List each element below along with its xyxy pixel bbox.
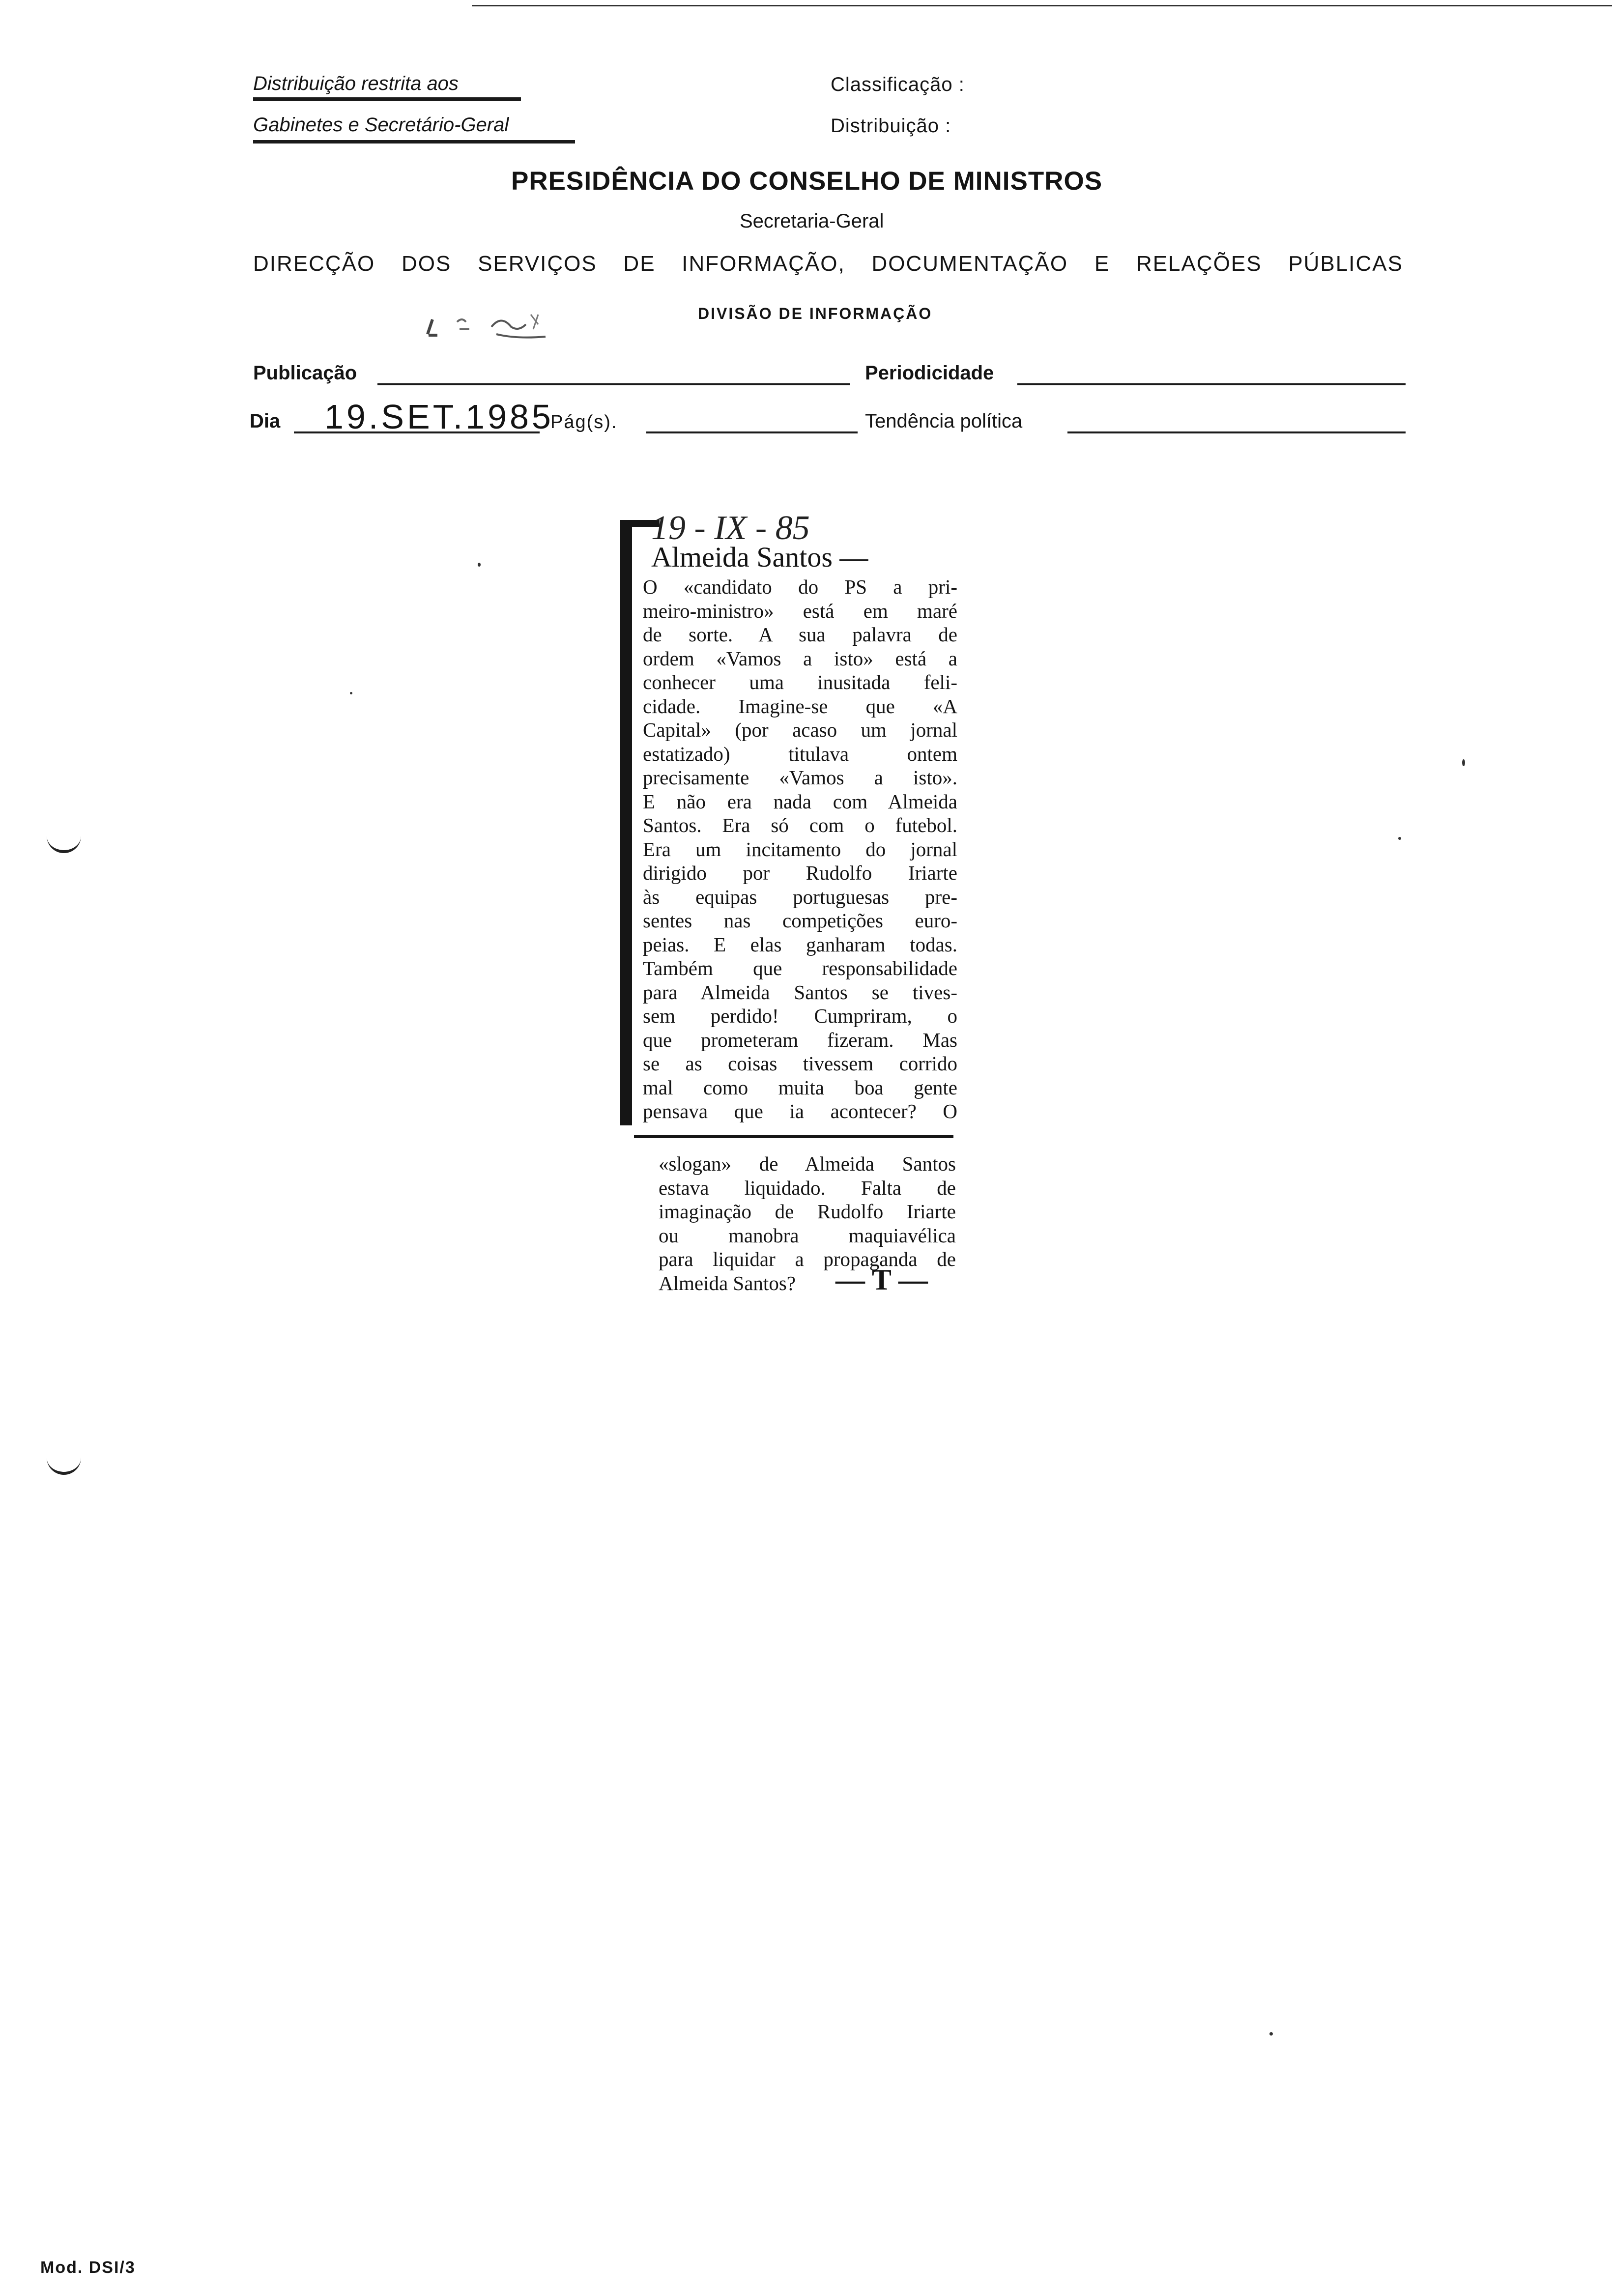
handwritten-date: 19 - IX - 85	[651, 509, 810, 547]
clipping-line: ordem «Vamos a isto» está a	[643, 647, 957, 670]
restriction-underline-1	[253, 97, 521, 101]
clipping-left-border	[620, 520, 632, 1125]
clipping-line: ou manobra maquiavélica	[659, 1224, 956, 1247]
paper-speck	[350, 692, 352, 694]
clipping-line: imaginação de Rudolfo Iriarte	[659, 1200, 956, 1223]
restriction-underline-2	[253, 140, 575, 144]
tendency-label: Tendência política	[865, 410, 1023, 432]
clipping-line: O «candidato do PS a pri-	[643, 575, 957, 598]
classification-label: Classificação :	[831, 74, 965, 95]
clipping-line: que prometeram fizeram. Mas	[643, 1028, 957, 1051]
clipping-line: para Almeida Santos se tives-	[643, 980, 957, 1004]
department-word: E	[1094, 252, 1110, 276]
paper-speck	[1398, 837, 1401, 840]
pages-line	[646, 431, 858, 433]
pages-label: Pág(s).	[550, 412, 618, 432]
division-name: DIVISÃO DE INFORMAÇÃO	[698, 305, 933, 322]
clipping-line: meiro-ministro» está em maré	[643, 599, 957, 622]
department-word: DE	[623, 252, 656, 276]
department-word: SERVIÇOS	[478, 252, 597, 276]
periodicity-label: Periodicidade	[865, 362, 994, 384]
clipping-line: precisamente «Vamos a isto».	[643, 766, 957, 789]
tendency-line	[1067, 431, 1406, 433]
stamp-scribble	[418, 300, 565, 349]
paper-speck	[1269, 2032, 1273, 2036]
binder-mark-lower	[47, 1457, 81, 1475]
department-word: PÚBLICAS	[1288, 252, 1403, 276]
clipping-line: Também que responsabilidade	[643, 957, 957, 979]
top-border-line	[472, 5, 1612, 6]
clipping-line: Almeida Santos?	[659, 1271, 796, 1294]
paper-speck	[1462, 759, 1465, 766]
binder-mark-upper	[47, 835, 81, 853]
clipping-headline: Almeida Santos —	[651, 541, 868, 573]
publication-line	[377, 383, 850, 385]
department-line	[253, 252, 1403, 276]
clipping-line: cidade. Imagine-se que «A	[643, 694, 957, 718]
clipping-separator	[634, 1135, 953, 1138]
clipping-line: estava liquidado. Falta de	[659, 1176, 956, 1199]
clipping-line: E não era nada com Almeida	[643, 790, 957, 813]
clipping-line: mal como muita boa gente	[643, 1076, 957, 1099]
distribution-label: Distribuição :	[831, 115, 951, 137]
department-word: INFORMAÇÃO,	[682, 252, 845, 276]
clipping-line: Santos. Era só com o futebol.	[643, 814, 957, 836]
clipping-line: sem perdido! Cumpriram, o	[643, 1004, 957, 1027]
clipping-line: peias. E elas ganharam todas.	[643, 933, 957, 956]
clipping-line: dirigido por Rudolfo Iriarte	[643, 861, 957, 884]
clipping-line: às equipas portuguesas pre-	[643, 885, 957, 908]
clipping-line: «slogan» de Almeida Santos	[659, 1152, 956, 1175]
organization-title: PRESIDÊNCIA DO CONSELHO DE MINISTROS	[511, 167, 1103, 196]
department-word: DIRECÇÃO	[253, 252, 375, 276]
clipping-line: Capital» (por acaso um jornal	[643, 718, 957, 741]
restriction-line-2: Gabinetes e Secretário-Geral	[253, 114, 509, 136]
clipping-line: conhecer uma inusitada feli-	[643, 671, 957, 693]
restriction-line-1: Distribuição restrita aos	[253, 73, 459, 94]
form-code: Mod. DSI/3	[40, 2258, 136, 2277]
clipping-line: de sorte. A sua palavra de	[643, 623, 957, 646]
handwritten-end-mark: — T —	[835, 1263, 928, 1296]
department-word: RELAÇÕES	[1136, 252, 1262, 276]
clipping-line: sentes nas competições euro-	[643, 909, 957, 932]
date-stamp: 19.SET.1985	[324, 398, 554, 436]
periodicity-line	[1017, 383, 1406, 385]
clipping-body	[643, 575, 957, 1123]
publication-label: Publicação	[253, 362, 357, 384]
clipping-line: Era um incitamento do jornal	[643, 837, 957, 861]
clipping-line: estatizado) titulava ontem	[643, 742, 957, 765]
clipping-line: se as coisas tivessem corrido	[643, 1052, 957, 1075]
department-word: DOCUMENTAÇÃO	[871, 252, 1068, 276]
paper-speck	[478, 563, 481, 567]
department-word: DOS	[401, 252, 452, 276]
clipping-line: pensava que ia acontecer? O	[643, 1100, 957, 1122]
day-label: Dia	[250, 410, 281, 432]
organization-subtitle: Secretaria-Geral	[740, 210, 884, 232]
clipping-line: para liquidar a propaganda de	[659, 1248, 956, 1270]
